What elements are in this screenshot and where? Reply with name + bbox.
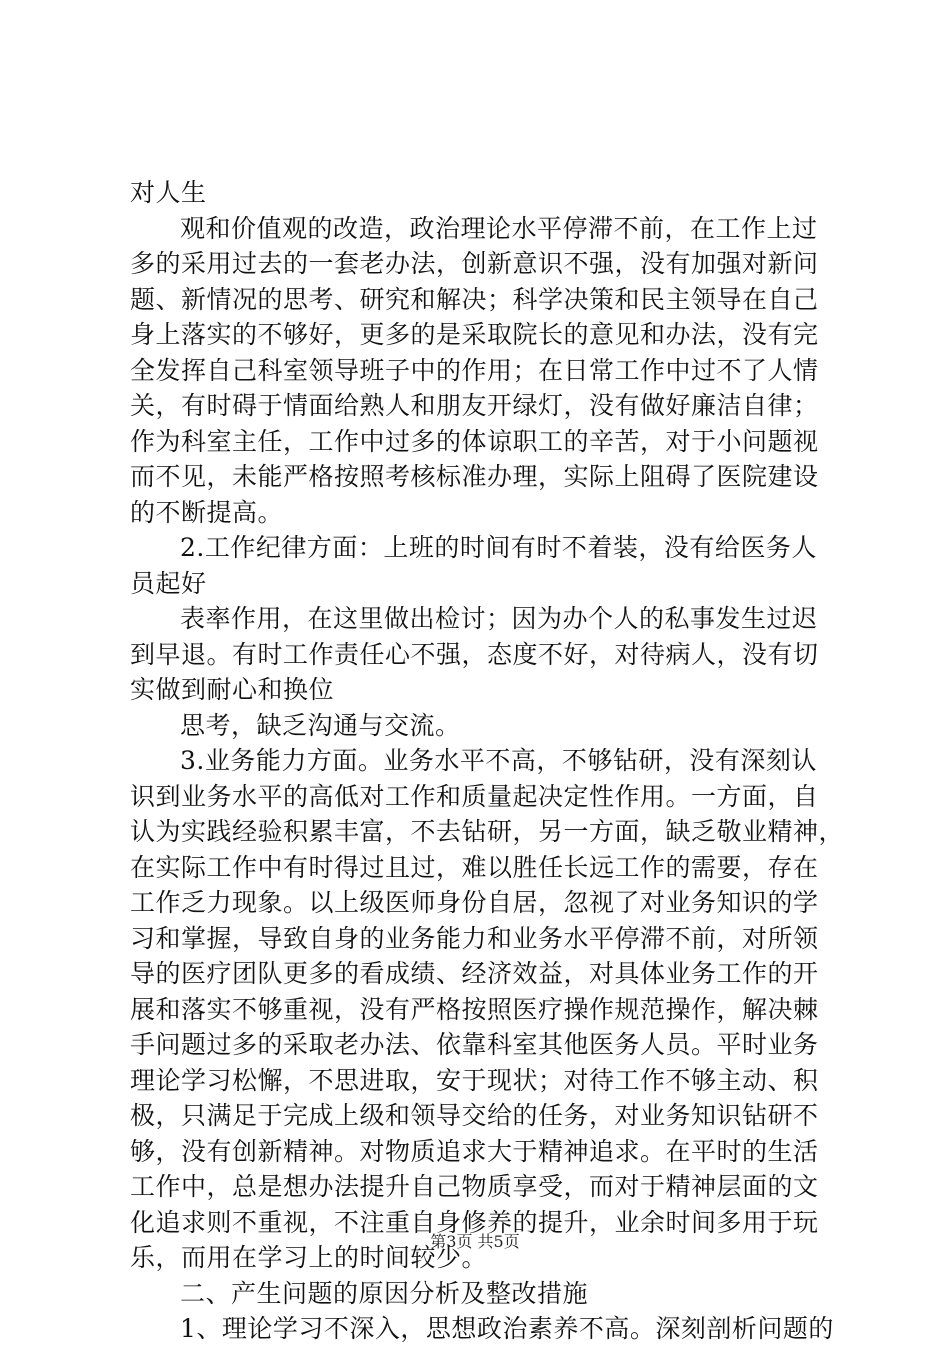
text-line: 作为科室主任，工作中过多的体谅职工的辛苦，对于小问题视 — [130, 426, 819, 456]
text-line: 多的采用过去的一套老办法，创新意识不强，没有加强对新问 — [130, 249, 819, 278]
text-line: 关，有时碍于情面给熟人和朋友开绿灯，没有做好廉洁自律； — [130, 391, 819, 420]
page-number-footer: 第3页 共5页 — [430, 1232, 520, 1251]
text-line: 的不断提高。 — [130, 497, 284, 527]
text-line: 身上落实的不够好，更多的是采取院长的意见和办法，没有完 — [130, 320, 819, 349]
document-body — [130, 175, 845, 1347]
text-line: 对人生 — [130, 178, 207, 207]
text-line: 员起好 — [130, 568, 207, 598]
text-line: 思考，缺乏沟通与交流。 — [180, 710, 461, 740]
text-line: 3.业务能力方面。业务水平不高，不够钻研，没有深刻认 — [180, 746, 817, 775]
text-line: 题、新情况的思考、研究和解决；科学决策和民主领导在自己 — [130, 284, 819, 314]
text-line: 观和价值观的改造，政治理论水平停滞不前，在工作上过 — [180, 213, 818, 243]
text-line: 手问题过多的采取老办法、依靠科室其他医务人员。平时业务 — [130, 1030, 819, 1059]
text-line: 全发挥自己科室领导班子中的作用；在日常工作中过不了人情 — [130, 355, 819, 385]
text-line: 够，没有创新精神。对物质追求大于精神追求。在平时的生活 — [130, 1136, 819, 1166]
text-line: 化追求则不重视，不注重自身修养的提升，业余时间多用于玩 — [130, 1207, 819, 1237]
text-line: 实做到耐心和换位 — [130, 675, 335, 704]
text-line: 极，只满足于完成上级和领导交给的任务，对业务知识钻研不 — [130, 1101, 819, 1130]
text-line: 展和落实不够重视，没有严格按照医疗操作规范操作，解决棘 — [130, 994, 819, 1024]
text-line: 理论学习松懈，不思进取，安于现状；对待工作不够主动、积 — [130, 1065, 819, 1095]
text-line: 乐，而用在学习上的时间较少。 — [130, 1243, 488, 1272]
text-line: 导的医疗团队更多的看成绩、经济效益，对具体业务工作的开 — [130, 959, 819, 988]
text-line: 到早退。有时工作责任心不强，态度不好，对待病人，没有切 — [130, 639, 819, 669]
text-line: 而不见，未能严格按照考核标准办理，实际上阻碍了医院建设 — [130, 462, 819, 491]
section-heading: 二、产生问题的原因分析及整改措施 — [180, 1278, 589, 1308]
text-line: 工作中，总是想办法提升自己物质享受，而对于精神层面的文 — [130, 1172, 819, 1201]
text-line: 识到业务水平的高低对工作和质量起决定性作用。一方面，自 — [130, 781, 819, 811]
text-line: 工作乏力现象。以上级医师身份自居，忽视了对业务知识的学 — [130, 888, 819, 917]
text-line: 表率作用，在这里做出检讨；因为办个人的私事发生过迟 — [180, 604, 818, 633]
text-line: 习和掌握，导致自身的业务能力和业务水平停滞不前，对所领 — [130, 923, 819, 953]
text-line: 1、理论学习不深入，思想政治素养不高。深刻剖析问题的 — [180, 1314, 834, 1343]
text-line: 2.工作纪律方面：上班的时间有时不着装，没有给医务人 — [180, 533, 817, 562]
text-line: 认为实践经验积累丰富，不去钻研，另一方面，缺乏敬业精神， — [130, 817, 845, 846]
text-line: 在实际工作中有时得过且过，难以胜任长远工作的需要，存在 — [130, 852, 819, 882]
